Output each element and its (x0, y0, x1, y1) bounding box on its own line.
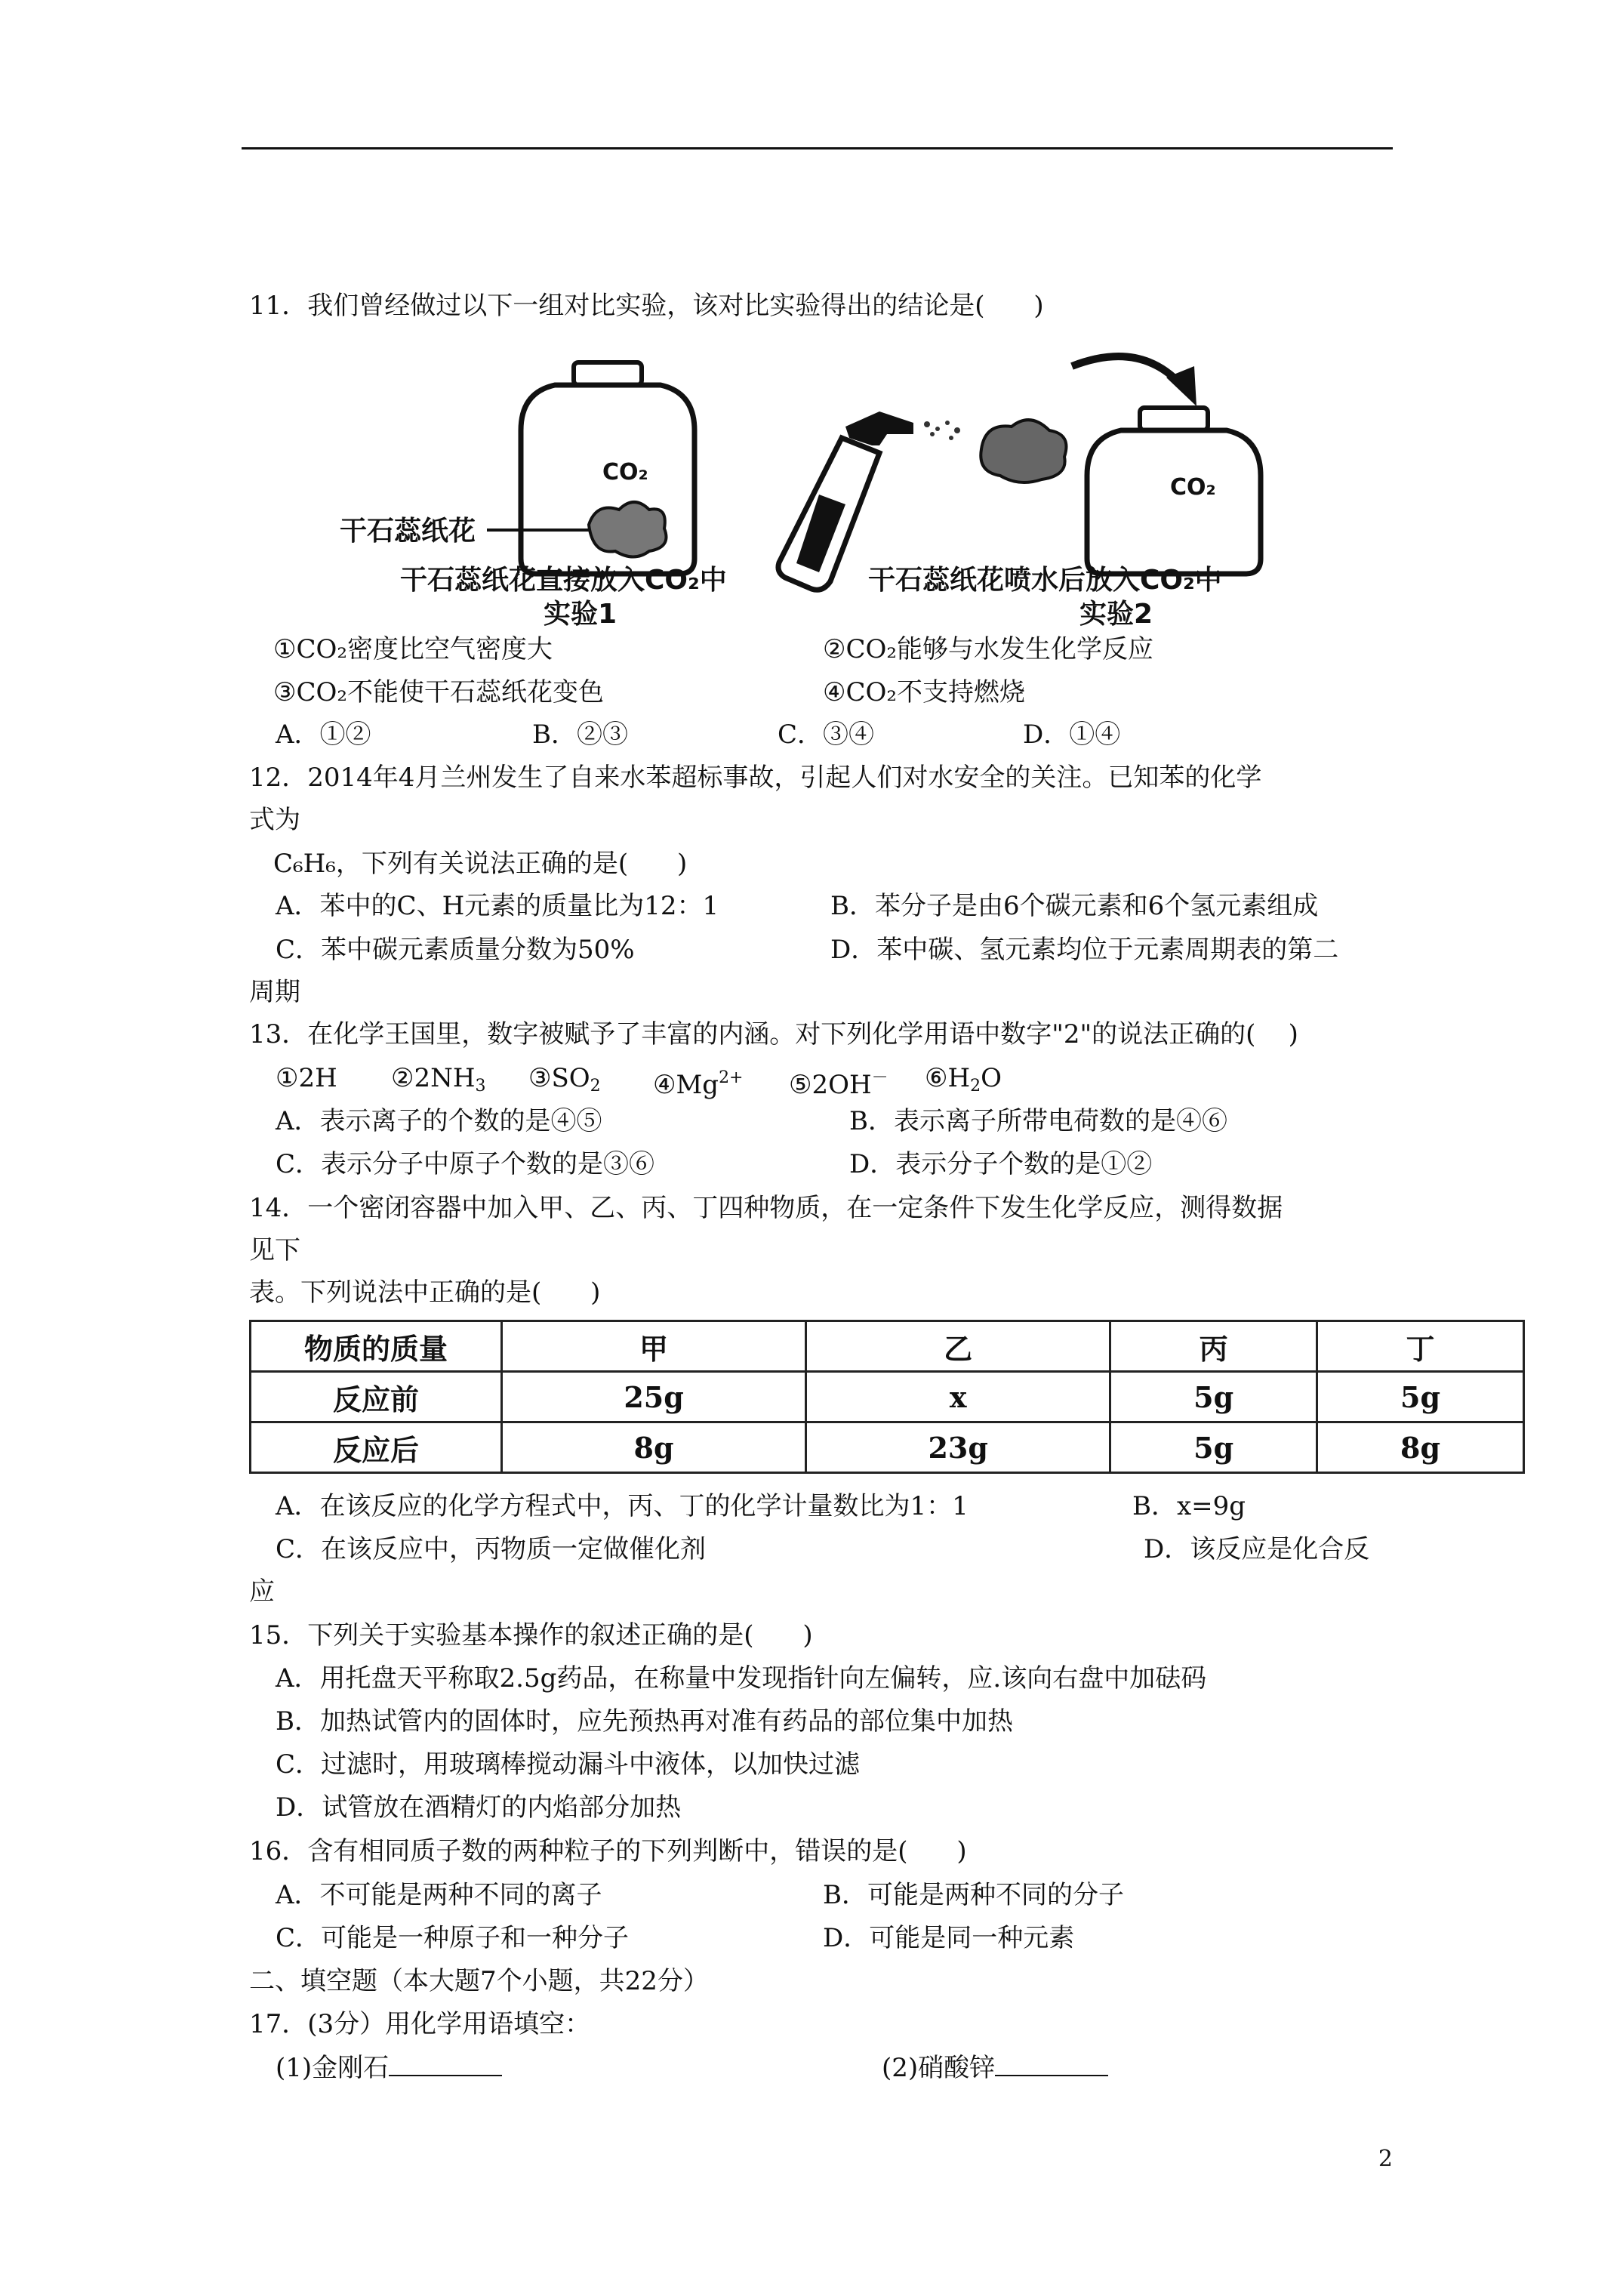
caption-2: 干石蕊纸花喷水后放入CO₂中 (868, 565, 1222, 596)
table-cell: 5g (1317, 1372, 1524, 1422)
table-header-cell: 物质的质量 (251, 1321, 502, 1372)
q11-option-3: ③CO₂不能使干石蕊纸花变色 (273, 677, 604, 707)
q13-option-b: B．表示离子所带电荷数的是④⑥ (849, 1106, 1227, 1136)
q12-option-d-cont: 周期 (249, 977, 300, 1007)
q11-stem: 11．我们曾经做过以下一组对比实验，该对比实验得出的结论是( ) (249, 291, 1044, 321)
q14-stem-3: 表。下列说法中正确的是( ) (249, 1277, 601, 1308)
table-header-cell: 丁 (1317, 1321, 1524, 1372)
jar2-co2-label: CO₂ (1170, 474, 1216, 501)
q11-option-4: ④CO₂不支持燃烧 (823, 677, 1025, 707)
q13-symbol-4: $④Mg^{2+}$ (653, 1068, 744, 1100)
q16-option-d: D．可能是同一种元素 (823, 1923, 1075, 1953)
q15-stem: 15．下列关于实验基本操作的叙述正确的是( ) (249, 1620, 813, 1650)
table-cell: x (806, 1372, 1110, 1422)
q13-symbol-5: ⑤2OH－ (789, 1068, 888, 1100)
q13-stem: 13．在化学王国里，数字被赋予了丰富的内涵。对下列化学用语中数字"2"的说法正确的( ) (249, 1019, 1298, 1049)
table-cell: 5g (1110, 1422, 1317, 1473)
q13-symbol-2: $②2NH_3$ (391, 1063, 486, 1096)
q14-stem-2: 见下 (249, 1235, 300, 1265)
litmus-flower-1-icon (589, 502, 667, 557)
section-2-heading: 二、填空题（本大题7个小题，共22分） (249, 1966, 709, 1996)
table-cell: 5g (1110, 1372, 1317, 1422)
table-cell: 8g (502, 1422, 806, 1473)
q14-option-c: C．在该反应中，丙物质一定做催化剂 (276, 1534, 707, 1564)
q11-choice-c: C．③④ (778, 720, 875, 750)
q14-option-d-cont: 应 (249, 1576, 275, 1607)
q17-item-2: (2)硝酸锌 (882, 2052, 1108, 2083)
table-cell: 25g (502, 1372, 806, 1422)
q11-option-1: ①CO₂密度比空气密度大 (273, 634, 553, 664)
q14-stem-1: 14．一个密闭容器中加入甲、乙、丙、丁四种物质，在一定条件下发生化学反应，测得数据 (249, 1193, 1283, 1223)
table-header-row (251, 1321, 1524, 1372)
q17-item-1: (1)金刚石 (276, 2052, 502, 2083)
q15-option-b: B．加热试管内的固体时，应先预热再对准有药品的部位集中加热 (276, 1706, 1013, 1737)
table-row (251, 1372, 1524, 1422)
table-cell: 23g (806, 1422, 1110, 1473)
q16-option-c: C．可能是一种原子和一种分子 (276, 1923, 630, 1953)
q13-option-d: D．表示分子个数的是①② (849, 1149, 1153, 1179)
q11-option-2: ②CO₂能够与水发生化学反应 (823, 634, 1153, 664)
q11-choice-d: D．①④ (1023, 720, 1121, 750)
exp1-label: 实验1 (544, 599, 617, 630)
q12-stem-1: 12．2014年4月兰州发生了自来水苯超标事故，引起人们对水安全的关注。已知苯的化学 (249, 763, 1262, 793)
spray-bottle-icon (778, 411, 913, 590)
q13-symbol-1: ①2H (276, 1063, 337, 1093)
q14-option-b: B．x=9g (1132, 1491, 1246, 1521)
q12-stem-2: 式为 (249, 805, 300, 835)
q15-option-c: C．过滤时，用玻璃棒搅动漏斗中液体，以加快过滤 (276, 1749, 861, 1780)
q16-stem: 16．含有相同质子数的两种粒子的下列判断中，错误的是( ) (249, 1836, 967, 1866)
q15-option-a: A．用托盘天平称取2.5g药品，在称量中发现指针向左偏转，应.该向右盘中加砝码 (276, 1663, 1207, 1693)
q11-choice-a: A．①② (276, 720, 371, 750)
table-row (251, 1422, 1524, 1473)
q13-symbol-3: $③SO_2$ (528, 1063, 601, 1096)
litmus-flower-2-icon (981, 420, 1066, 482)
q12-option-d: D．苯中碳、氢元素均位于元素周期表的第二 (830, 935, 1339, 965)
q17-stem: 17．(3分）用化学用语填空： (249, 2009, 591, 2039)
table-cell: 反应前 (251, 1372, 502, 1422)
q14-option-d: D．该反应是化合反 (1144, 1534, 1370, 1564)
table-cell: 8g (1317, 1422, 1524, 1473)
q13-symbol-6: $⑥H_2O$ (925, 1063, 1002, 1096)
q11-experiment-figure (317, 332, 1374, 634)
q13-option-c: C．表示分子中原子个数的是③⑥ (276, 1149, 655, 1179)
jar1-co2-label: CO₂ (602, 459, 648, 485)
q11-choice-b: B．②③ (532, 720, 628, 750)
table-header-cell: 乙 (806, 1321, 1110, 1372)
header-rule (242, 147, 1393, 149)
q12-stem-3: C₆H₆，下列有关说法正确的是( ) (273, 849, 688, 879)
exp2-label: 实验2 (1079, 599, 1153, 630)
table-header-cell: 甲 (502, 1321, 806, 1372)
flower-label: 干石蕊纸花 (340, 516, 476, 547)
caption-1: 干石蕊纸花直接放入CO₂中 (400, 565, 727, 596)
table-header-cell: 丙 (1110, 1321, 1317, 1372)
q12-option-b: B．苯分子是由6个碳元素和6个氢元素组成 (830, 891, 1319, 921)
q14-mass-table (249, 1320, 1525, 1474)
q16-option-b: B．可能是两种不同的分子 (823, 1880, 1124, 1910)
q16-option-a: A．不可能是两种不同的离子 (276, 1880, 602, 1910)
answer-blank-2[interactable] (995, 2052, 1108, 2076)
q14-option-a: A．在该反应的化学方程式中，丙、丁的化学计量数比为1：1 (276, 1491, 969, 1521)
q12-option-a: A．苯中的C、H元素的质量比为12：1 (276, 891, 719, 921)
table-cell: 反应后 (251, 1422, 502, 1473)
page-number: 2 (1378, 2146, 1393, 2172)
answer-blank-1[interactable] (389, 2052, 502, 2076)
spray-droplets-icon (924, 421, 960, 440)
q15-option-d: D．试管放在酒精灯的内焰部分加热 (276, 1792, 682, 1823)
q13-option-a: A．表示离子的个数的是④⑤ (276, 1106, 602, 1136)
curved-arrow-icon (1072, 356, 1196, 406)
q12-option-c: C．苯中碳元素质量分数为50% (276, 935, 635, 965)
